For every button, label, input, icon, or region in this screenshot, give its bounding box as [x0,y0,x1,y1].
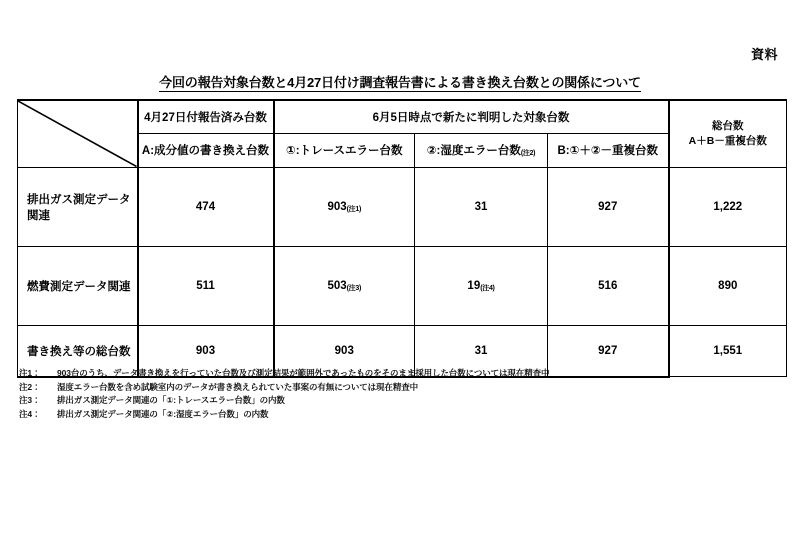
footnote-4-key: 注4： [19,408,41,419]
header-newly-found-group: 6月5日時点で新たに判明した対象台数 [274,100,669,133]
cell-emissions-total: 1,222 [669,167,787,246]
header-grand-total-line1: 総台数 [712,119,744,132]
document-label: 資料 [750,47,778,62]
footnote-1-text: 903台のうち、データ書き換えを行っていた台数及び測定結果が範囲外であったものをそのまま採用した台数については現在精査中 [57,368,550,378]
data-table-container [17,99,786,378]
footnotes [19,367,779,421]
footnote-2-key: 注2： [19,381,41,392]
footnote-3-key: 注3： [19,395,41,405]
row-label-emissions: 排出ガス測定データ関連 [18,167,138,246]
relationship-table [17,99,787,378]
footnote-4 [19,408,779,422]
header-col-humidity-error: ②:湿度エラー台数(注2) [415,133,548,167]
cell-emissions-trace-error: 903(注1) [274,167,415,246]
diagonal-divider-icon [18,101,137,167]
cell-emissions-trace-error-note: (注1) [346,205,362,213]
header-grand-total [669,100,787,167]
cell-fuel-humidity-error: 19(注4) [415,246,548,325]
header-col-humidity-error-note: (注2) [520,150,536,157]
cell-total-grand: 1,551 [669,325,787,377]
header-col-b: B:①＋②－重複台数 [548,133,669,167]
cell-total-b: 927 [548,325,669,377]
header-reported-group: 4月27日付報告済み台数 [138,100,274,133]
header-col-a: A:成分値の書き換え台数 [138,133,274,167]
cell-emissions-humidity-error: 31 [415,167,548,246]
cell-emissions-a: 474 [138,167,274,246]
footnote-2-text: 湿度エラー台数を含め試験室内のデータが書き換えられていた事案の有無については現在精査中 [57,381,419,392]
header-grand-total-line2: A＋B－重複台数 [688,134,767,147]
page-title [0,72,800,91]
page-title-text: 今回の報告対象台数と4月27日付け調査報告書による書き換え台数との関係について [159,75,641,90]
footnote-1 [19,367,779,381]
row-label-fuel-economy: 燃費測定データ関連 [18,246,138,325]
diagonal-corner-cell [18,100,138,167]
cell-fuel-total: 890 [669,246,787,325]
footnote-4-text: 排出ガス測定データ関連の「②:湿度エラー台数」の内数 [57,408,269,419]
footnote-3 [19,394,779,408]
footnote-2 [19,381,779,395]
cell-emissions-b: 927 [548,167,669,246]
table-row [18,246,787,325]
table-row [18,167,787,246]
cell-fuel-a: 511 [138,246,274,325]
footnote-3-text: 排出ガス測定データ関連の「①:トレースエラー台数」の内数 [57,395,285,405]
footnote-1-key: 注1： [19,368,41,378]
cell-fuel-b: 516 [548,246,669,325]
cell-fuel-trace-error: 503(注3) [274,246,415,325]
row-label-grand-total: 書き換え等の総台数 [18,325,138,377]
cell-total-humidity-error: 31 [415,325,548,377]
cell-fuel-humidity-error-note: (注4) [480,284,495,292]
cell-total-trace-error: 903 [274,325,415,377]
cell-total-a: 903 [138,325,274,377]
cell-fuel-trace-error-note: (注3) [346,284,362,292]
header-col-trace-error: ①:トレースエラー台数 [274,133,415,167]
